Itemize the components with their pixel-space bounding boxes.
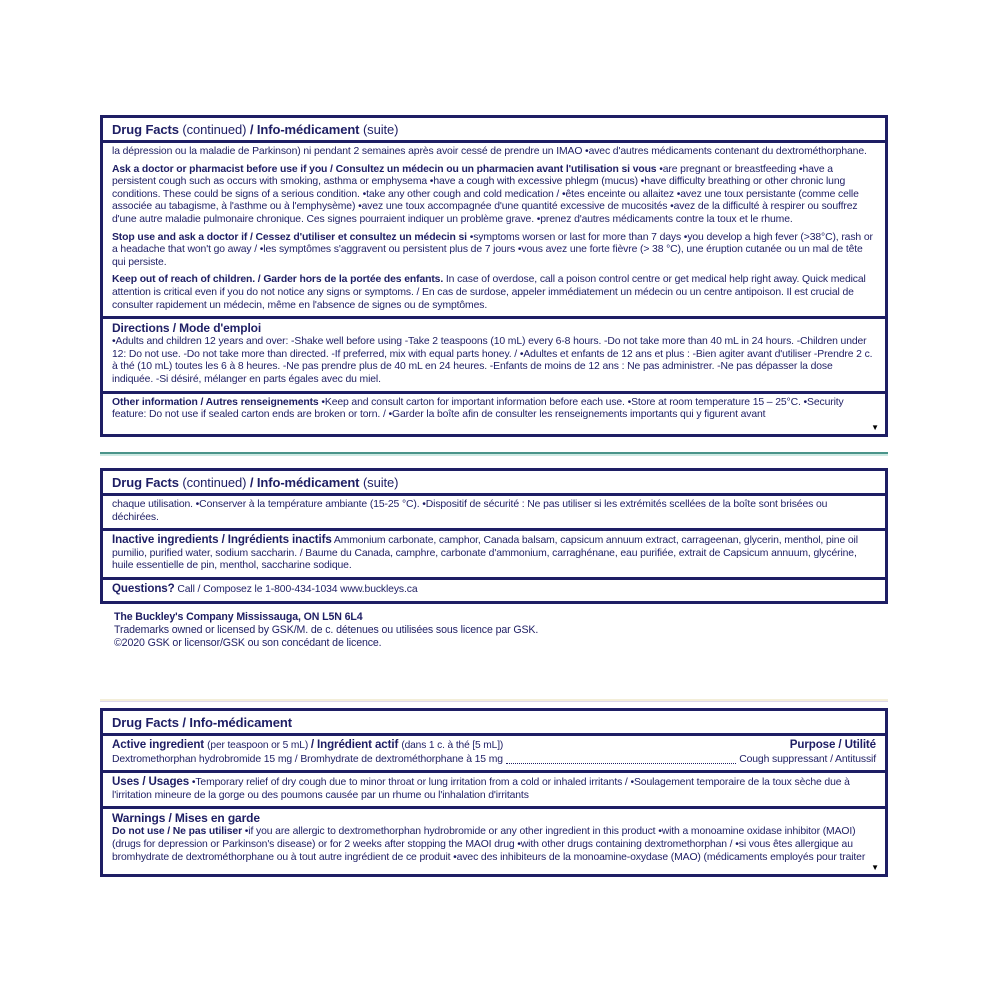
directions-section: [103, 316, 885, 390]
active-ingredient-dose-fr: (dans 1 c. à thé [5 mL]): [401, 740, 504, 751]
drug-facts-main-panel: [100, 708, 888, 877]
stop-use-body: •symptoms worsen or last for more than 7 days •you develop a high fever (>38°C), rash or a headache that won't go away / •les symptômes s'aggravent ou persistent plus de 7 jours •vous avez une forte fièvre (> 38 °C), une éruption cutanée ou un mal de tête qui persiste.: [112, 231, 873, 268]
other-information-body: •Keep and consult carton for important information before each use. •Store at room temperature 15 – 25°C. •Security feature: Do not use if sealed carton ends are broken or torn. / •Garder la boîte afin de consulter les renseignements importants qui y figurent avant: [112, 396, 844, 421]
panel1-header: [103, 118, 885, 143]
active-ingredient-label: [112, 739, 503, 753]
do-not-use-lead: Do not use / Ne pas utiliser: [112, 826, 243, 838]
keep-out-of-reach-body: In case of overdose, call a poison control centre or get medical help right away. Quick medical attention is critical even if you do not notice any signs or symptoms. / En cas de surdose, appeler immédiatement un médecin ou un centre antipoison. Il est crucial de consulter rapidement un médecin, même en l'absence de signes ou de symptômes.: [112, 274, 866, 311]
copyright-notice: ©2020 GSK or licensor/GSK ou son concédant de licence.: [114, 637, 382, 649]
panel2-header-title-fr: / Info-médicament: [249, 475, 363, 490]
ingredient-name: Dextromethorphan hydrobromide 15 mg / Bromhydrate de dextrométhorphane à 15 mg: [112, 753, 503, 765]
active-ingredient-section: [103, 736, 885, 770]
maoi-continuation-text: la dépression ou la maladie de Parkinson) ni pendant 2 semaines après avoir cessé de prendre un IMAO •avec d'autres médicaments contenant du dextrométhorphane.: [112, 146, 867, 157]
company-info-block: [114, 611, 538, 650]
warnings-section: [103, 806, 885, 872]
do-not-use-paragraph: [112, 826, 876, 864]
active-ingredient-header-row: [112, 739, 876, 753]
purpose-value: Cough suppressant / Antitussif: [739, 753, 876, 765]
do-not-use-body: •if you are allergic to dextromethorphan hydrobromide or any other ingredient in this product •with a monoamine oxidase inhibitor (MAOI) (drugs for depression or Parkinson's disease) or for 2 weeks after stopping the MAOI drug •with other drugs containing dextromethorphan / •si vous êtes allergique au bromhydrate de dextrométhorphane ou à tout autre ingrédient de ce produit •avec des inhibiteurs de la monoamine-oxydase (MAO) (médicaments employés pour traiter: [112, 826, 866, 863]
keep-out-of-reach-paragraph: [112, 274, 876, 312]
drug-facts-continued-panel-2: [100, 468, 888, 604]
other-information-section: [103, 391, 885, 430]
panel1-warnings-continued-section: [103, 143, 885, 316]
questions-paragraph: [112, 583, 876, 597]
active-ingredient-dose-en: (per teaspoon or 5 mL): [207, 740, 311, 751]
cream-divider-line: [100, 699, 888, 702]
uses-section: [103, 770, 885, 806]
other-information-paragraph: [112, 397, 876, 422]
directions-title: Directions / Mode d'emploi: [112, 321, 262, 336]
continuation-arrow-icon: ▼: [871, 423, 879, 432]
uses-lead: Uses / Usages: [112, 775, 190, 789]
panel1-header-continued: (continued): [182, 122, 250, 137]
stop-use-lead: Stop use and ask a doctor if / Cessez d'utiliser et consultez un médecin si: [112, 231, 467, 243]
panel1-header-suite: (suite): [362, 122, 399, 137]
storage-continuation-text: chaque utilisation. •Conserver à la température ambiante (15-25 °C). •Dispositif de sécurité : Ne pas utiliser si les extrémités scellées de la boîte sont brisées ou déchirées.: [112, 499, 828, 523]
company-name-address: The Buckley's Company Mississauga, ON L5N 6L4: [114, 611, 363, 623]
ask-doctor-lead: Ask a doctor or pharmacist before use if you / Consultez un médecin ou un pharmacien avant l'utilisation si vous: [112, 163, 657, 175]
directions-body: •Adults and children 12 years and over: -Shake well before using -Take 2 teaspoons (10 mL) every 6-8 hours. -Do not take more than 40 mL in 24 hours. -Children under 12: Do not use. -Do not take more than directed. -If preferred, mix with equal parts honey. / •Adultes et enfants de 12 ans et plus : -Bien agiter avant d'utiliser -Prendre 2 c. à thé (10 mL) toutes les 6 à 8 heures. -Ne pas prendre plus de 40 mL en 24 heures. -Enfants de moins de 12 ans : Ne pas administrer. -Ne pas dépasser la dose indiquée. -Si désiré, mélanger en parts égales avec du miel.: [112, 336, 873, 385]
panel1-header-title-fr: / Info-médicament: [249, 122, 363, 137]
ask-doctor-body: •are pregnant or breastfeeding •have a persistent cough such as occurs with smoking, asthma or emphysema •have a cough with excessive phlegm (mucus) •have difficulty breathing or other chronic lung conditions. These could be signs of a serious condition. •take any other cough and cold medication / •êtes enceinte ou allaitez •avez une toux persistante (comme celle associée au tabagisme, à l'asthme ou à l'emphysème) •avez une toux accompagnée d'une quantité excessive de mucosités •avez de la difficulté à respirer ou souffrez d'une autre maladie pulmonaire chronique. Ces signes pourraient indiquer un problème grave. •prenez d'autres médicaments contre la toux et le rhume.: [112, 163, 859, 225]
panel1-header-title-en: Drug Facts: [112, 122, 183, 137]
inactive-ingredients-paragraph: [112, 534, 876, 573]
panel2-header: [103, 471, 885, 496]
inactive-ingredients-section: [103, 528, 885, 577]
active-ingredient-label-en: Active ingredient: [112, 738, 208, 751]
panel2-header-title-en: Drug Facts: [112, 475, 183, 490]
inactive-ingredients-body: Ammonium carbonate, camphor, Canada balsam, capsicum annuum extract, carrageenan, glycerin, menthol, pine oil pumilio, purified water, sodium saccharin. / Baume du Canada, camphre, carbonate d'ammonium, carraghénane, eau purifiée, extrait de Capsicum annuum, glycérine, huile essentielle de pin, menthol, saccharine sodique.: [112, 535, 858, 572]
warnings-title: Warnings / Mises en garde: [112, 811, 260, 826]
storage-continuation-section: [103, 496, 885, 528]
teal-divider-line: [100, 452, 888, 456]
active-ingredient-label-fr: / Ingrédient actif: [310, 738, 402, 751]
panel3-header: Drug Facts / Info-médicament: [103, 711, 885, 736]
panel2-header-suite: (suite): [362, 475, 399, 490]
stop-use-paragraph: [112, 232, 876, 270]
trademark-notice: Trademarks owned or licensed by GSK/M. de c. détenues ou utilisées sous licence par GSK.: [114, 624, 539, 636]
questions-section: [103, 577, 885, 601]
other-information-lead: Other information / Autres renseignements: [112, 396, 319, 408]
purpose-label: Purpose / Utilité: [789, 738, 876, 751]
inactive-ingredients-lead: Inactive ingredients / Ingrédients inactifs: [112, 533, 332, 547]
questions-body: Call / Composez le 1-800-434-1034 www.buckleys.ca: [174, 583, 418, 595]
uses-paragraph: [112, 776, 876, 802]
ask-doctor-paragraph: [112, 164, 876, 227]
dotted-leader: [506, 763, 736, 764]
active-ingredient-value-row: [112, 754, 876, 767]
questions-lead: Questions?: [112, 581, 175, 595]
panel2-header-continued: (continued): [182, 475, 250, 490]
continuation-arrow-icon: ▼: [871, 863, 879, 872]
keep-out-of-reach-lead: Keep out of reach of children. / Garder hors de la portée des enfants.: [112, 274, 444, 286]
uses-body: •Temporary relief of dry cough due to minor throat or lung irritation from a cold or inhaled irritants / •Soulagement temporaire de la toux sèche due à l'irritation mineure de la gorge ou des poumons causée par un rhume ou l'inhalation d'irritants: [112, 777, 850, 801]
drug-facts-continued-panel-1: [100, 115, 888, 437]
